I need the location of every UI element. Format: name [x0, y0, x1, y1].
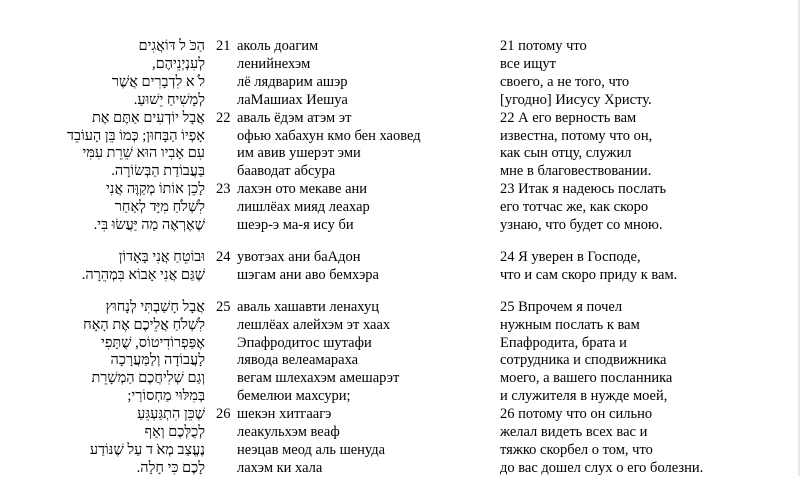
russian-translation: 24 Я уверен в Господе,: [500, 248, 641, 265]
russian-translation: Епафродита, брата и: [500, 334, 627, 351]
russian-translation: и служителя в нужде моей,: [500, 388, 668, 405]
transliteration-text: лешлёах алейхэм эт хаах: [237, 316, 391, 333]
transliteration-text: лявода велеамараха: [237, 352, 359, 369]
text-line: [0, 369, 800, 387]
russian-translation: сотрудника и сподвижника: [500, 352, 667, 369]
text-line: [0, 73, 800, 91]
text-line: [0, 198, 800, 216]
text-line: [0, 55, 800, 73]
russian-translation: все ищут: [500, 55, 556, 72]
text-line: [0, 405, 800, 423]
verse-number: 22: [216, 109, 231, 126]
russian-translation: нужным послать к вам: [500, 316, 640, 333]
hebrew-text: הַכֹּ ל דּוֹאֲגִים: [138, 38, 205, 54]
verse-number: 21: [216, 38, 231, 54]
text-line: [0, 91, 800, 109]
hebrew-text: לָכֵן אוֹתוֹ מְקַוֶּה אֲנִי: [105, 181, 205, 198]
russian-translation: мне в благовествовании.: [500, 163, 652, 180]
verse-number: 26: [216, 406, 231, 423]
text-line: [0, 109, 800, 127]
text-line: [0, 216, 800, 234]
hebrew-text: שֶׁכֵּן הִתְגַּעְגֵּעַ: [137, 406, 205, 423]
transliteration-text: неэцав меод аль шенуда: [237, 441, 386, 458]
transliteration-text: вегам шлехахэм амешарэт: [237, 370, 400, 387]
transliteration-text: шэгам ани аво бемхэра: [237, 266, 379, 283]
text-line: [0, 180, 800, 198]
text-line: [0, 351, 800, 369]
hebrew-text: לָכֶם כִּי חָלָה.: [136, 459, 205, 476]
hebrew-text: בְּמִלּוּי מַחְסוֹרַי;: [127, 388, 205, 405]
transliteration-text: лаМашиах Иешуа: [237, 91, 348, 108]
verse-number: 23: [216, 181, 231, 198]
text-line: [0, 441, 800, 459]
transliteration-text: лё лядварим ашэр: [237, 73, 348, 90]
hebrew-text: לְכֻלְּכֶם וְאַף: [144, 424, 205, 440]
transliteration-text: лахэм ки хала: [237, 459, 323, 476]
transliteration-text: им авив ушерэт эми: [237, 145, 361, 162]
hebrew-text: נֶעֱצַב מְאֹ ד עַל שֶׁנּוֹדַע: [89, 441, 205, 458]
hebrew-text: עִם אָבִיו הוּא שֵׁרֵת עִמִּי: [82, 145, 205, 162]
hebrew-text: אֶפַּפְרוֹדִיטוֹס, שֻׁתָּפִי: [101, 334, 205, 351]
russian-translation: его тотчас же, как скоро: [500, 199, 649, 216]
text-line: [0, 127, 800, 145]
russian-translation: 23 Итак я надеюсь послать: [500, 181, 667, 198]
transliteration-text: ленийнехэм: [237, 55, 311, 72]
hebrew-text: שֶׁגַּם אֲנִי אָבוֹא בִּמְהֵרָה.: [81, 266, 205, 283]
russian-translation: 21 потому что: [500, 38, 587, 54]
hebrew-text: לְעִנְיְנֵיהֶם,: [151, 55, 205, 72]
transliteration-text: леакульхэм веаф: [237, 424, 340, 440]
text-line: [0, 387, 800, 405]
text-line: [0, 248, 800, 266]
russian-translation: 25 Впрочем я почел: [500, 298, 623, 315]
transliteration-text: аколь доагим: [237, 38, 319, 54]
text-line: [0, 162, 800, 180]
transliteration-text: офью хабахун кмо бен хаовед: [237, 127, 421, 144]
russian-translation: желал видеть всех вас и: [500, 424, 648, 440]
hebrew-text: שֶׁאֶרְאֶה מַה יַּעֲשׂוּ בִּי.: [93, 217, 205, 233]
transliteration-text: шеэр-э ма-я иcy би: [237, 217, 354, 233]
transliteration-text: аваль хашавти ленахуц: [237, 298, 380, 315]
text-line: [0, 144, 800, 162]
transliteration-text: шекэн хитгаагэ: [237, 406, 332, 423]
russian-translation: известна, потому что он,: [500, 127, 653, 144]
russian-translation: моего, а вашего посланника: [500, 370, 673, 387]
transliteration-text: лахэн ото мекаве ани: [237, 181, 368, 198]
russian-translation: что и сам скоро приду к вам.: [500, 266, 678, 283]
text-line: [0, 37, 800, 55]
transliteration-text: бемелюи махсури;: [237, 388, 351, 405]
transliteration-text: увотэах ани баАдон: [237, 248, 361, 265]
text-line: [0, 423, 800, 441]
hebrew-text: לִשְׁלֹחַ אֲלֵיכֶם אֶת הָאָח: [83, 316, 205, 333]
russian-translation: 22 А его верность вам: [500, 109, 637, 126]
hebrew-text: אָפְיוֹ הַבָּחוּן; כְּמוֹ בֵּן הָעוֹבֵד: [67, 127, 205, 144]
hebrew-text: וּבוֹטֵחַ אֲנִי בָּאָדוֹן: [118, 248, 205, 265]
verse-number: 24: [216, 248, 231, 265]
russian-translation: как сын отцу, служил: [500, 145, 632, 162]
russian-translation: 26 потому что он сильно: [500, 406, 653, 423]
transliteration-text: Эпафродитос шутафи: [237, 334, 372, 351]
transliteration-text: лишлёах мияд леахар: [237, 199, 370, 216]
hebrew-text: לְמָשִׁיחַ יֵשׁוּעַ.: [133, 91, 205, 108]
hebrew-text: לִשְׁלֹחַ מִיָּד לְאַחַר: [114, 199, 205, 216]
hebrew-text: לֹ א לִדְבָרִים אֲשֶׁר: [111, 73, 205, 90]
hebrew-text: לָעֲבוֹדָה וְלַמַּעֲרָכָה: [110, 352, 205, 369]
russian-translation: [угодно] Иисусу Христу.: [500, 91, 652, 108]
text-line: [0, 298, 800, 316]
text-line: [0, 266, 800, 284]
transliteration-text: бааводат абсура: [237, 163, 336, 180]
text-line: [0, 459, 800, 477]
hebrew-text: אֲבָל יוֹדְעִים אַתֶּם אֶת: [91, 109, 205, 126]
hebrew-text: וְגַם שְׁלִיחֲכֶם הַמְשָׁרֵת: [91, 370, 205, 387]
text-line: [0, 316, 800, 334]
hebrew-text: אֲבָל חָשַׁבְתִּי לְנָחוּץ: [105, 298, 205, 315]
transliteration-text: аваль ёдэм атэм эт: [237, 109, 352, 126]
russian-translation: своего, а не того, что: [500, 73, 630, 90]
russian-translation: тяжко скорбел о том, что: [500, 441, 653, 458]
text-line: [0, 334, 800, 352]
hebrew-text: בַּעֲבוֹדַת הַבְּשׂוֹרָה.: [111, 163, 205, 180]
russian-translation: до вас дошел слух о его болезни.: [500, 459, 704, 476]
verse-number: 25: [216, 298, 231, 315]
russian-translation: узнаю, что будет со мною.: [500, 217, 663, 233]
